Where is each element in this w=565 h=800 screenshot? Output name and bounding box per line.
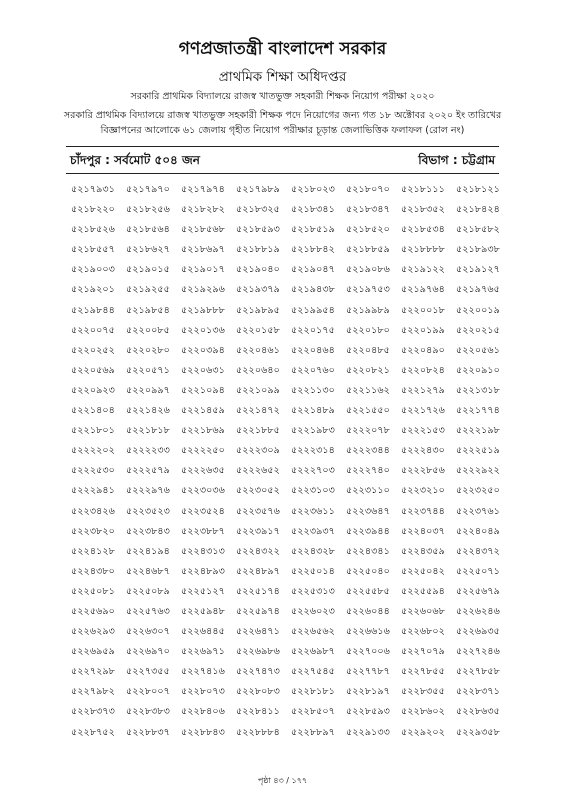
- district-total: চাঁদপুর : সর্বমোট ৫০৪ জন: [70, 153, 200, 167]
- roll-number: ৫২১৯২৫৫: [126, 284, 170, 296]
- roll-number: ৫২২৩৮৪৩: [126, 525, 170, 537]
- roll-number: ৫২২১৪০৪: [71, 405, 115, 417]
- roll-number: ৫২১৯৭৬৫: [456, 284, 500, 296]
- roll-number: ৫২২১৪৭২: [236, 405, 280, 417]
- roll-number: ৫২২২৩৪৪: [346, 445, 390, 457]
- roll-number: ৫২২৫০৪০: [346, 565, 390, 577]
- roll-number: ৫২১৯৮৫৪: [126, 304, 170, 316]
- roll-number: ৫২২৮৮৯৭: [291, 726, 335, 738]
- roll-number: ৫২১৯৮৮৮: [181, 304, 225, 316]
- roll-number: ৫২১৯১২২: [401, 264, 445, 276]
- roll-number: ৫২১৮৬২৭: [126, 244, 170, 256]
- roll-number: ৫২২২২৫০: [181, 445, 225, 457]
- roll-number: ৫২২১০৯৯: [236, 384, 280, 396]
- roll-number: ৫২২০৪৬৪: [291, 344, 335, 356]
- roll-number: ৫২২১৯৮৩: [291, 425, 335, 437]
- roll-number: ৫২২৩৯৩৭: [291, 525, 335, 537]
- roll-number: ৫২১৮৩৫২: [401, 204, 445, 216]
- roll-number: ৫২১৯০৮৬: [346, 264, 390, 276]
- roll-number: ৫২১৯২৯৬: [181, 284, 225, 296]
- roll-number: ৫২১৮১১১: [401, 184, 445, 195]
- roll-number: ৫২২৩৯৪৪: [346, 525, 390, 537]
- roll-number: ৫২২১২৭৯: [401, 384, 445, 396]
- roll-number: ৫২২৩৭৪৪: [401, 505, 445, 517]
- roll-number: ৫২২৫০৭১: [456, 565, 500, 577]
- roll-number: ৫২২১১৬২: [346, 384, 390, 396]
- roll-number: ৫২২৭২৯৮: [71, 666, 115, 678]
- roll-number: ৫২২২৯৪১: [71, 485, 115, 497]
- roll-number: ৫২২৩১১০: [346, 485, 390, 497]
- roll-number: ৫২২৮১৮১: [291, 686, 335, 698]
- roll-number: ৫২২০৭৬০: [291, 364, 335, 376]
- roll-number: ৫২২০০১৮: [401, 304, 445, 316]
- roll-number: ৫২১৮৫২৬: [71, 224, 115, 236]
- roll-number: ৫২১৯৮৯৫: [236, 304, 280, 316]
- roll-number: ৫২২৩০৩৬: [181, 485, 225, 497]
- roll-number: ৫২২০৮২১: [346, 364, 390, 376]
- description-line-2: বিজ্ঞাপনের আলোকে ৬১ জেলায় গৃহীত নিয়োগ পরীক্ষার চূড়ান্ত জেলাভিত্তিক ফলাফল (রোল নং): [100, 125, 465, 136]
- roll-number: ৫২২৪৩৫৯: [401, 545, 445, 557]
- exam-title: সরকারি প্রাথমিক বিদ্যালয়ে রাজস্ব খাতভুক্ত সহকারী শিক্ষক নিয়োগ পরীক্ষা ২০২০: [130, 91, 435, 102]
- roll-number: ৫২২০২১৫: [456, 324, 500, 336]
- roll-number: ৫২১৭৯৭০: [126, 184, 170, 195]
- roll-number: ৫২২৬৩০৭: [126, 626, 170, 638]
- roll-number: ৫২২৬০২৩: [291, 605, 335, 617]
- roll-number: ৫২২৭৭৮৭: [346, 666, 390, 678]
- roll-number: ৫২২২৫৭৯: [126, 465, 170, 477]
- roll-number: ৫২২৭৫৪৫: [291, 666, 335, 678]
- roll-number: ৫২২১৭৭৪: [456, 405, 500, 417]
- roll-number: ৫২১৯৭৬৪: [401, 284, 445, 296]
- roll-number: ৫২২১৮০১: [71, 425, 115, 437]
- roll-number: ৫২২৬৯৩৫: [456, 626, 500, 638]
- roll-number: ৫২২৮৬৩৫: [456, 706, 500, 718]
- roll-number: ৫২২৩৮২০: [71, 525, 115, 537]
- roll-number: ৫২২৪৩৮০: [71, 565, 115, 577]
- roll-number: ৫২২৫১৭৪: [236, 585, 280, 597]
- roll-number: ৫২২৮৪০৬: [181, 706, 225, 718]
- roll-number: ৫২২৮৩৭৩: [71, 706, 115, 718]
- roll-number: ৫২১৮৮৮৮: [401, 244, 445, 256]
- roll-number: ৫২২৩৫৭৬: [236, 505, 280, 517]
- roll-number: ৫২২১৩১৮: [456, 384, 500, 396]
- roll-number: ৫২২৮৭৫২: [71, 726, 115, 738]
- roll-number: ৫২২৮৬০২: [401, 706, 445, 718]
- roll-number: ৫২২৬২৪৬: [456, 605, 500, 617]
- roll-number: ৫২১৯০১৫: [126, 264, 170, 276]
- roll-number: ৫২২৭৮৫৮: [456, 666, 500, 678]
- roll-number: ৫২২৪৩৭২: [456, 545, 500, 557]
- result-description: [60, 108, 505, 138]
- roll-number: ৫২২৩৪২৬: [71, 505, 115, 517]
- roll-number: ৫২২৪০৪৯: [456, 525, 500, 537]
- roll-number: ৫২২৬৯৮৬: [236, 646, 280, 658]
- roll-number: ৫২২১১৩০: [291, 384, 335, 396]
- roll-number: ৫২২০৩৯৪: [181, 344, 225, 356]
- roll-number: ৫২২৩০৫২: [236, 485, 280, 497]
- roll-number: ৫২২২০৭৮: [346, 425, 390, 437]
- roll-number: ৫২২৬৪৭১: [236, 626, 280, 638]
- roll-number: ৫২২০১৩৬: [181, 324, 225, 336]
- roll-number: ৫২২৩১০৩: [291, 485, 335, 497]
- roll-number: ৫২২২২৩৩: [126, 445, 170, 457]
- roll-number: ৫২২৮০৮৩: [236, 686, 280, 698]
- roll-number: ৫২১৭৯৮৯: [236, 184, 280, 195]
- roll-number: ৫২২৩২৫০: [456, 485, 500, 497]
- roll-number: ৫২২৫০৮৯: [126, 585, 170, 597]
- roll-number: ৫২১৯৯৫৪: [291, 304, 335, 316]
- roll-number: ৫২২৩২১০: [401, 485, 445, 497]
- roll-number: ৫২১৮৫৫৭: [71, 244, 115, 256]
- roll-number: ৫২২৫০১৪: [291, 565, 335, 577]
- roll-number: ৫২২৭০৭৯: [401, 646, 445, 658]
- roll-number: ৫২২৪৩২৮: [291, 545, 335, 557]
- roll-number: ৫২১৮৫১৯: [291, 224, 335, 236]
- roll-number: ৫২১৮০২৩: [291, 184, 335, 195]
- roll-number: ৫২১৭৯৩১: [71, 184, 115, 195]
- roll-number: ৫২২৮৩৮৩: [126, 706, 170, 718]
- roll-number: ৫২২৩৬১১: [291, 505, 335, 517]
- roll-number: ৫২২০১৮০: [346, 324, 390, 336]
- roll-number: ৫২১৯৪৩৮: [291, 284, 335, 296]
- roll-number: ৫২২২১৫৩: [401, 425, 445, 437]
- roll-number: ৫২২৮৮৪৩: [181, 726, 225, 738]
- roll-number: ৫২২৭৯৮২: [71, 686, 115, 698]
- roll-number: ৫২২২২০২: [71, 445, 115, 457]
- roll-number: ৫২২৮৮৮৪: [236, 726, 280, 738]
- roll-number: ৫২২২৩১৪: [291, 445, 335, 457]
- roll-number: ৫২২০৫৬১: [456, 344, 500, 356]
- roll-number: ৫২২৭৩৫৫: [126, 666, 170, 678]
- roll-number: ৫২২০৯৯৭: [126, 384, 170, 396]
- roll-number: ৫২২০৪৬১: [236, 344, 280, 356]
- roll-number: ৫২২৩৫২৩: [126, 505, 170, 517]
- roll-number: ৫২২৬৯৫৯: [71, 646, 115, 658]
- roll-number: ৫২২২৫৩০: [71, 465, 115, 477]
- roll-number: ৫২২৬০৬৮: [401, 605, 445, 617]
- roll-number: ৫২১৮২২০: [71, 204, 115, 216]
- roll-number: ৫২২৫৫৮৫: [346, 585, 390, 597]
- roll-number: ৫২২৬৮০২: [401, 626, 445, 638]
- roll-number: ৫২২২৯২২: [456, 465, 500, 477]
- roll-number: ৫২১৯৩৭৯: [236, 284, 280, 296]
- page-number: পৃষ্ঠা ৪৩ / ১৭৭: [257, 776, 308, 785]
- roll-number: ৫২২১০৯৪: [181, 384, 225, 396]
- roll-number: ৫২২৯২০২: [401, 726, 445, 738]
- roll-number: ৫২২০৪৯০: [401, 344, 445, 356]
- roll-number: ৫২২২৭০৩: [291, 465, 335, 477]
- roll-number: ৫২২৩৭৬১: [456, 505, 500, 517]
- department-title: প্রাথমিক শিক্ষা অধিদপ্তর: [218, 69, 347, 85]
- roll-number: ৫২১৮৫৬৪: [126, 224, 170, 236]
- roll-number: ৫২২৪৬৮৭: [126, 565, 170, 577]
- roll-number: ৫২২০৬৩১: [181, 364, 225, 376]
- roll-number: ৫২২৬৯৭০: [126, 646, 170, 658]
- roll-number: ৫২২১৫৫০: [346, 405, 390, 417]
- roll-number: ৫২১৮৫৮২: [456, 224, 500, 236]
- roll-number: ৫২২২৬৫২: [236, 465, 280, 477]
- roll-number: ৫২২০৯২৩: [71, 384, 115, 396]
- roll-number: ৫২২২৪৩০: [401, 445, 445, 457]
- roll-number: ৫২২৫০৮১: [71, 585, 115, 597]
- roll-number: ৫২২৭৮৫৫: [401, 666, 445, 678]
- roll-number: ৫২২২৮৫৬: [401, 465, 445, 477]
- roll-number: ৫২২৮০৭৩: [181, 686, 225, 698]
- roll-number: ৫২১৯৭৫৩: [346, 284, 390, 296]
- roll-number: ৫২২০১৭৫: [291, 324, 335, 336]
- roll-number: ৫২২৮৩৫৫: [401, 686, 445, 698]
- roll-number: ৫২২৭০০৬: [346, 646, 390, 658]
- roll-number: ৫২২৭৪১৬: [181, 666, 225, 678]
- roll-number: ৫২২০৫৬৯: [71, 364, 115, 376]
- roll-number: ৫২২১৪৮৯: [291, 405, 335, 417]
- roll-number: ৫২১৮৮১৯: [236, 244, 280, 256]
- roll-number: ৫২১৮২৫৬: [126, 204, 170, 216]
- division-label: বিভাগ : চট্টগ্রাম: [418, 153, 495, 167]
- roll-number: ৫২২৪৮৯৭: [236, 565, 280, 577]
- roll-number: ৫২১৯২০১: [71, 284, 115, 296]
- roll-number: ৫২২১৪৫৯: [181, 405, 225, 417]
- roll-number: ৫২২০৫৭১: [126, 364, 170, 376]
- roll-number: ৫২২৪৩৪১: [346, 545, 390, 557]
- roll-number: ৫২২০০৭৫: [71, 324, 115, 336]
- roll-number: ৫২২৫৯৭৪: [236, 605, 280, 617]
- roll-number: ৫২১৮৪২৪: [456, 204, 500, 216]
- roll-number: ৫২১৯৮৪৪: [71, 304, 115, 316]
- roll-number: ৫২২০৪৮৫: [346, 344, 390, 356]
- roll-number: ৫২২০০৮৫: [126, 324, 170, 336]
- roll-number: ৫২২০০১৯: [456, 304, 500, 316]
- roll-number: ৫২২২৬৩৫: [181, 465, 225, 477]
- roll-number: ৫২২৪৮৯৩: [181, 565, 225, 577]
- district-info-bar: [66, 146, 499, 174]
- roll-number: ৫২২৫৫৯৪: [401, 585, 445, 597]
- roll-number: ৫২১৮৮৪২: [291, 244, 335, 256]
- roll-number: ৫২১৮৫৯৩: [236, 224, 280, 236]
- roll-number: ৫২১৮৬৯৭: [181, 244, 225, 256]
- roll-number: ৫২২০২৮০: [126, 344, 170, 356]
- roll-number: ৫২২১৭২৬: [401, 405, 445, 417]
- roll-number: ৫২১৮৩৪১: [291, 204, 335, 216]
- roll-number: ৫২১৭৯৭৪: [181, 184, 225, 195]
- roll-number: ৫২২০৬৪০: [236, 364, 280, 376]
- roll-number: ৫২২১৪২৬: [126, 405, 170, 417]
- roll-number-grid: [71, 183, 511, 746]
- roll-number: ৫২২২৫১৯: [456, 445, 500, 457]
- roll-number: ৫২১৮০৭০: [346, 184, 390, 195]
- roll-number: ৫২২৬২৯৩: [71, 626, 115, 638]
- roll-number: ৫২১৮৩২৫: [236, 204, 280, 216]
- roll-number: ৫২১৮৩৪৭: [346, 204, 390, 216]
- roll-number: ৫২১৯০০৩: [71, 264, 115, 276]
- description-line-1: সরকারি প্রাথমিক বিদ্যালয়ে রাজস্ব খাতভুক্ত সহকারী শিক্ষক পদে নিয়োগের জন্য গত ১৮ অক্টোবর ২০২০ ইং তারিখের: [63, 110, 502, 121]
- roll-number: ৫২১৯১২৭: [456, 264, 500, 276]
- roll-number: ৫২২৮৮৩৭: [126, 726, 170, 738]
- roll-number: ৫২২২৭৪০: [346, 465, 390, 477]
- roll-number: ৫২২৫৩১৩: [291, 585, 335, 597]
- roll-number: ৫২২৭২৪৬: [456, 646, 500, 658]
- roll-number: ৫২২০২৫২: [71, 344, 115, 356]
- roll-number: ৫২২৬৫৬২: [291, 626, 335, 638]
- roll-number: ৫২২৬০৪৪: [346, 605, 390, 617]
- roll-number: ৫২২৬৬১৬: [346, 626, 390, 638]
- roll-number: ৫২২৯১৩৩: [346, 726, 390, 738]
- roll-number: ৫২২০৮২৪: [401, 364, 445, 376]
- roll-number: ৫২১৮৫৬৮: [181, 224, 225, 236]
- roll-number: ৫২২৫১২৭: [181, 585, 225, 597]
- roll-number: ৫২২০১৯৯: [401, 324, 445, 336]
- roll-number: ৫২২৬৯৭১: [181, 646, 225, 658]
- roll-number: ৫২২৫৬৯০: [71, 605, 115, 617]
- roll-number: ৫২১৮৯৩৮: [456, 244, 500, 256]
- roll-number: ৫২১৯০৪৭: [291, 264, 335, 276]
- roll-number: ৫২২২১৯৮: [456, 425, 500, 437]
- roll-number: ৫২২৩৬৪৭: [346, 505, 390, 517]
- roll-number: ৫২২৩৮৮৭: [181, 525, 225, 537]
- roll-number: ৫২১৯৯৮৯: [346, 304, 390, 316]
- roll-number: ৫২২৮৫০৭: [291, 706, 335, 718]
- roll-number: ৫২২৫০৪২: [401, 565, 445, 577]
- roll-number: ৫২১৮৫২০: [346, 224, 390, 236]
- roll-number: ৫২২২৩০৯: [236, 445, 280, 457]
- roll-number: ৫২২৪১৯৪: [126, 545, 170, 557]
- roll-number: ৫২২৯৩৫৮: [456, 726, 500, 738]
- roll-number: ৫২২৮১৯৭: [346, 686, 390, 698]
- roll-number: ৫২২৭৪৭৩: [236, 666, 280, 678]
- roll-number: ৫২২৬৪৪৫: [181, 626, 225, 638]
- roll-number: ৫২২০৯১০: [456, 364, 500, 376]
- roll-number: ৫২২৪০৩৭: [401, 525, 445, 537]
- roll-number: ৫২১৯০৪০: [236, 264, 280, 276]
- roll-number: ৫২১৮১২১: [456, 184, 500, 195]
- roll-number: ৫২২৩৯১৭: [236, 525, 280, 537]
- roll-number: ৫২২৪১২৮: [71, 545, 115, 557]
- roll-number: ৫২১৯০১৭: [181, 264, 225, 276]
- roll-number: ৫২২৫৬৭৯: [456, 585, 500, 597]
- roll-number: ৫২২১৮৮৫: [236, 425, 280, 437]
- roll-number: ৫২২৫৭৬৩: [126, 605, 170, 617]
- roll-number: ৫২২৮৪১১: [236, 706, 280, 718]
- roll-number: ৫২২৫৯৪৮: [181, 605, 225, 617]
- roll-number: ৫২২৪৩১৩: [181, 545, 225, 557]
- roll-number: ৫২২৮০০৭: [126, 686, 170, 698]
- government-title: গণপ্রজাতন্ত্রী বাংলাদেশ সরকার: [178, 39, 387, 59]
- roll-number: ৫২১৮২৮২: [181, 204, 225, 216]
- roll-number: ৫২২২৯৭৬: [126, 485, 170, 497]
- roll-number: ৫২২১৮১৮: [126, 425, 170, 437]
- roll-number: ৫২২৮৫৯৩: [346, 706, 390, 718]
- roll-number: ৫২২৮৩৭১: [456, 686, 500, 698]
- roll-number: ৫২১৮৮৫৯: [346, 244, 390, 256]
- roll-number: ৫২২৩৫২৪: [181, 505, 225, 517]
- roll-number: ৫২২১৮৬৯: [181, 425, 225, 437]
- roll-number: ৫২২০১৫৮: [236, 324, 280, 336]
- roll-number: ৫২২৪৩২২: [236, 545, 280, 557]
- roll-number: ৫২২৬৯৮৭: [291, 646, 335, 658]
- roll-number: ৫২১৮৫৩৪: [401, 224, 445, 236]
